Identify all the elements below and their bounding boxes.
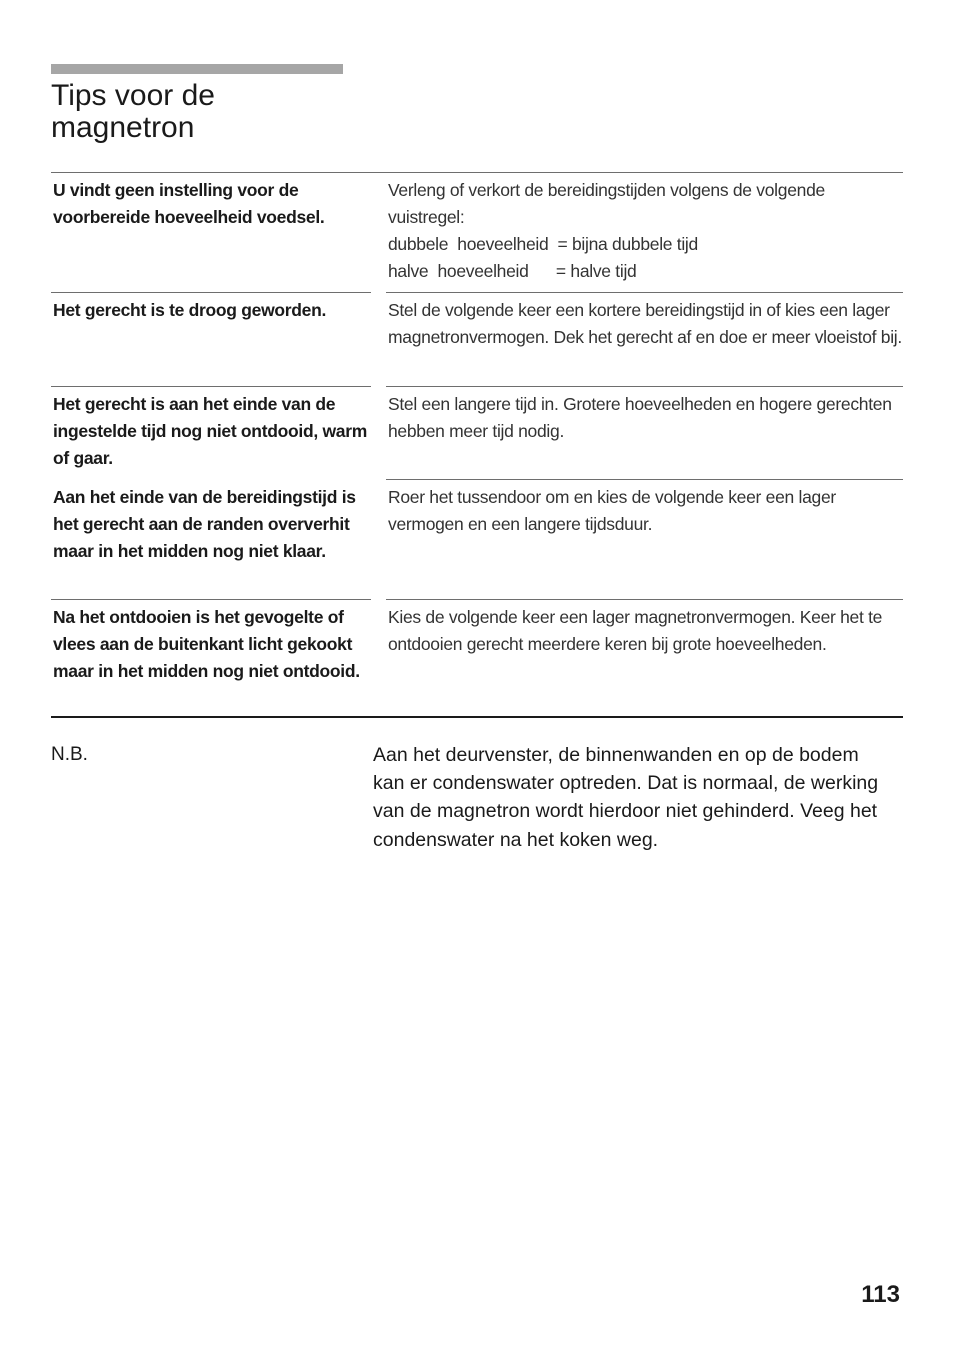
page-title [51, 80, 451, 144]
tip-solution-text: Stel de volgende keer een kortere bereidingstijd in of kies een lager magnetronvermogen. Dek het gerecht af en doe er meer vloeistof bij. [388, 300, 902, 347]
tip-condition: Het gerecht is aan het einde van de ingestelde tijd nog niet ontdooid, warm of gaar. [53, 394, 367, 468]
tip-solution [388, 297, 903, 351]
rule-double: dubbele hoeveelheid = bijna dubbele tijd [388, 234, 698, 254]
tip-solution [388, 177, 903, 285]
tip-solution-text: Verleng of verkort de bereidingstijden volgens de volgende vuistregel: [388, 180, 825, 227]
tip-condition: U vindt geen instelling voor de voorbereide hoeveelheid voedsel. [53, 180, 325, 227]
condition-divider [51, 386, 371, 387]
solution-divider [386, 599, 903, 600]
note-label: N.B. [51, 744, 88, 765]
solution-divider [386, 386, 903, 387]
rule-half: halve hoeveelheid = halve tijd [388, 261, 637, 281]
table-top-rule [51, 172, 903, 173]
page-number: 113 [861, 1281, 900, 1308]
condition-divider [51, 599, 371, 600]
note-text: Aan het deurvenster, de binnenwanden en op de bodem kan er condenswater optreden. Dat is normaal, de werking van de magnetron wordt hierdoor niet gehinderd. Veeg het condenswater na het koken weg. [373, 744, 879, 851]
condition-divider [51, 292, 371, 293]
tip-solution-text: Stel een langere tijd in. Grotere hoeveelheden en hogere gerechten hebben meer tijd nodig. [388, 394, 892, 441]
tip-condition: Aan het einde van de bereidingstijd is het gerecht aan de randen oververhit maar in het midden nog niet klaar. [53, 487, 356, 561]
solution-divider [386, 479, 903, 480]
tip-solution [388, 391, 903, 445]
tip-condition: Na het ontdooien is het gevogelte of vlees aan de buitenkant licht gekookt maar in het midden nog niet ontdooid. [53, 607, 360, 681]
table-bottom-rule [51, 716, 903, 718]
tip-solution [388, 484, 903, 538]
tip-solution [388, 604, 903, 658]
tip-solution-text: Kies de volgende keer een lager magnetronvermogen. Keer het te ontdooien gerecht meerdere keren bij grote hoeveelheden. [388, 607, 883, 654]
tip-solution-text: Roer het tussendoor om en kies de volgende keer een lager vermogen en een langere tijdsduur. [388, 487, 836, 534]
page-title-line-1: Tips voor de [51, 79, 215, 112]
solution-divider [386, 292, 903, 293]
section-header-bar [51, 64, 343, 74]
page-title-line-2: magnetron [51, 111, 195, 144]
tip-condition: Het gerecht is te droog geworden. [53, 300, 327, 320]
